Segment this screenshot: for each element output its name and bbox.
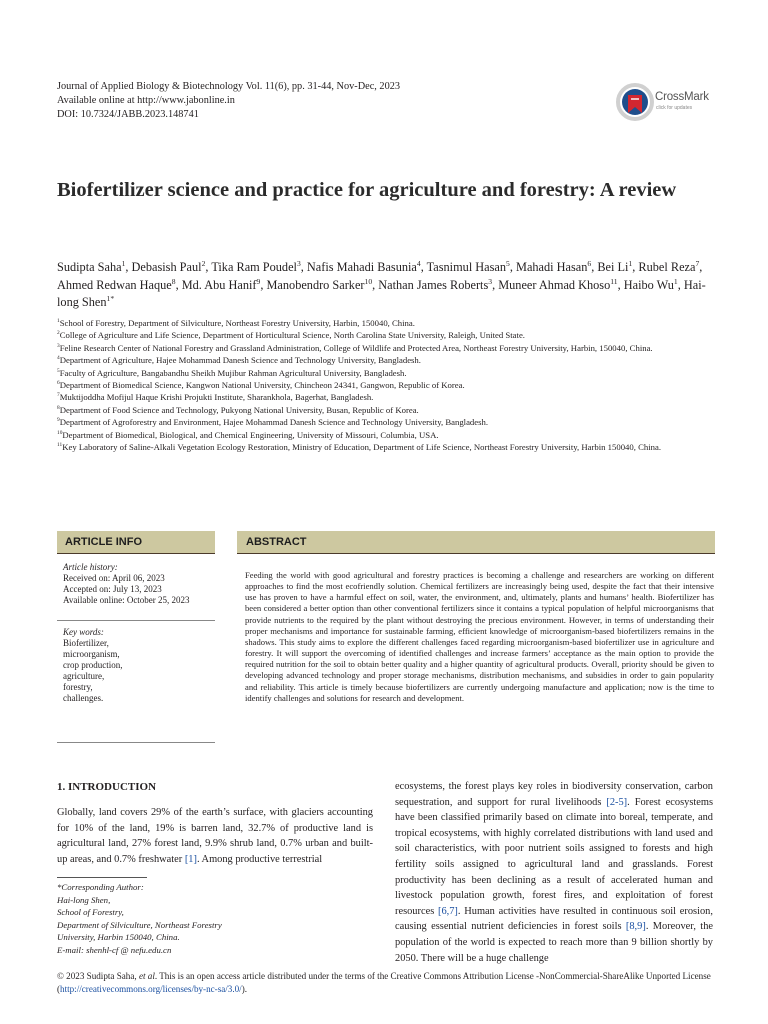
crossmark-label: CrossMark [655, 91, 709, 103]
author-separator: , [677, 277, 684, 292]
doi-line[interactable]: DOI: 10.7324/JABB.2023.148741 [57, 109, 199, 120]
affiliation-item [57, 441, 717, 453]
affiliation-list [57, 317, 717, 453]
article-info-heading: ARTICLE INFO [57, 531, 215, 554]
affiliation-item [57, 429, 717, 441]
citation-link[interactable]: [8,9] [625, 921, 646, 933]
corresponding-author [57, 881, 222, 957]
affiliation-text: Key Laboratory of Saline-Alkali Vegetation Ecology Restoration, Ministry of Education, Department of Life Science, Northeast Forestry University, Harbin 150040, China. [62, 442, 661, 453]
author-separator: , [300, 260, 307, 274]
accepted-date: Accepted on: July 13, 2023 [63, 584, 162, 594]
received-date: Received on: April 06, 2023 [63, 573, 165, 583]
keyword-item: crop production, [63, 660, 123, 670]
license-text: © 2023 Sudipta Saha, [57, 971, 139, 981]
corresponding-email[interactable]: E-mail: shenhl-cf @ nefu.edu.cn [57, 944, 172, 955]
affiliation-number: 5 [57, 367, 60, 374]
intro-text: Globally, land covers 29% of the earth’s surface, with glaciers accounting for 10% of the land, 19% is barren land, 32.7% of productive land is agricultural land, 27% forest land, 9.9% shrub land, 0.7% urban and built-up areas, and 0.7% freshwater [57, 807, 373, 865]
author-name: Muneer Ahmad Khoso [498, 277, 611, 292]
author-list [57, 259, 717, 312]
affiliation-text: Faculty of Agriculture, Bangabandhu Sheikh Mujibur Rahman Agricultural University, Bangladesh. [59, 367, 407, 378]
citation-link[interactable]: [2-5] [606, 796, 628, 808]
author-affiliation-marker: 11 [610, 276, 618, 286]
citation-link[interactable]: [1] [184, 853, 197, 865]
author-name: Tika Ram Poudel [211, 260, 297, 274]
affiliation-text: School of Forestry, Department of Silviculture, Northeast Forestry University, Harbin, 150040, China. [59, 318, 415, 328]
affiliation-item [57, 354, 717, 366]
info-divider [57, 620, 215, 621]
journal-url-line[interactable]: Available online at http://www.jabonline.in [57, 95, 235, 106]
affiliation-number: 2 [57, 330, 60, 337]
intro-text: . Moreover, the population of the world is expected to reach more than 9 billion shortly by 2050. There will be a huge challenge [395, 921, 714, 964]
author-name: Nafis Mahadi Basunia [306, 260, 417, 274]
citation-link[interactable]: [6,7] [437, 905, 458, 917]
author-name: Tasnimul Hasan [426, 260, 507, 274]
intro-column-left [57, 805, 373, 867]
author-affiliation-marker: 2 [201, 258, 206, 268]
author-name: Hai-long Shen [57, 277, 706, 309]
affiliation-item [57, 379, 717, 391]
author-separator: , [617, 277, 624, 292]
author-affiliation-marker: 5 [506, 258, 510, 268]
affiliation-text: College of Agriculture and Life Science, Department of Horticultural Science, North Carolina State University, Raleigh, United State. [59, 330, 525, 341]
corresponding-line: University, Harbin 150040, China. [57, 932, 180, 943]
author-separator: , [492, 277, 499, 292]
keyword-item: agriculture, [63, 671, 105, 681]
author-name: Debasish Paul [131, 260, 202, 274]
keyword-item: challenges. [63, 693, 104, 703]
intro-text: ecosystems, the forest plays key roles in biodiversity conservation, carbon sequestration, and support for rural livelihoods [395, 781, 713, 808]
affiliation-number: 6 [57, 380, 60, 387]
author-affiliation-marker: 1 [121, 258, 126, 268]
article-title: Biofertilizer science and practice for agriculture and forestry: A review [57, 179, 677, 201]
author-separator: , [699, 260, 703, 274]
author-separator: , [125, 260, 132, 274]
intro-text: . Among productive terrestrial [196, 853, 323, 865]
abstract-heading: ABSTRACT [237, 531, 715, 554]
article-history [57, 562, 215, 606]
intro-text: . Human activities have resulted in continuous soil erosion, causing essential nutrient deficiencies in forest soils [395, 905, 713, 933]
author-affiliation-marker: 3 [296, 258, 301, 268]
affiliation-number: 1 [57, 318, 60, 325]
keyword-list [63, 638, 215, 704]
license-text: . This is an open access article distributed under the terms of the Creative Commons Attribution License -NonCommercial-ShareAlike Unported License ( [57, 971, 711, 994]
author-name: Ahmed Redwan Haque [57, 277, 172, 292]
author-name: Nathan James Roberts [378, 277, 489, 292]
affiliation-item [57, 404, 717, 416]
affiliation-number: 10 [57, 429, 63, 436]
author-separator: , [205, 260, 212, 274]
crossmark-icon [615, 82, 655, 122]
affiliation-number: 4 [57, 355, 60, 362]
author-affiliation-marker: 6 [587, 258, 592, 268]
online-date: Available online: October 25, 2023 [63, 595, 190, 605]
author-affiliation-marker: 8 [171, 276, 176, 286]
affiliation-number: 7 [57, 392, 60, 399]
keyword-item: Biofertilizer, [63, 638, 109, 648]
corresponding-line: Department of Silviculture, Northeast Forestry [57, 919, 222, 930]
affiliation-item [57, 391, 717, 403]
affiliation-text: Department of Agroforestry and Environment, Hajee Mohammad Danesh Science and Technology University, Bangladesh. [59, 417, 489, 428]
affiliation-text: Department of Food Science and Technology, Pukyong National University, Busan, Republic of Korea. [59, 404, 419, 415]
license-link[interactable]: http://creativecommons.org/licenses/by-nc-sa/3.0/ [60, 984, 242, 994]
author-affiliation-marker: 10 [364, 276, 373, 286]
affiliation-item [57, 317, 717, 329]
history-label: Article history: [63, 562, 118, 572]
affiliation-item [57, 367, 717, 379]
info-divider-bottom [57, 742, 215, 743]
abstract-text: Feeding the world with good agricultural and forestry practices is becoming a challenge and researchers are working on different approaches to find the most ecofriendly solution. Chemical fertilizers are increasingly being used, despite the fact that their intensive use has proven to have a harmful effect on soil, water, the environment, and, ultimately, plants and humans’ health. Biofertilizer has been considered a better option than other conventional fertilizers since it contains a typical population of helpful microorganisms that provide nutrients to the required by the plant without destroying the precious environment. However, in terms of understanding their proper mechanisms and importance for sustainable farming, efficient knowledge of microorganism-based biofertilizers remains in the shadows. This study aims to explore the different challenges faced regarding microorganism-based biofertilizer use in agriculture and forestry. It will support the overcoming of identified challenges and increase farmers’ acceptance as the main option to provide the required nutrition for the soil to obtain better quality and a higher quantity of agricultural products. Overall, priority should be given to developing advanced technology and proper storage mechanisms, distribution mechanisms, and subsidies in order to gain popularity and reliability. This article is timely because biofertilizers are currently undergoing manufacture and application; now is the time to identify challenges and solutions for research and development. [245, 570, 714, 703]
affiliation-text: Feline Research Center of National Forestry and Grassland Administration, College of Wildlife and Protected Area, Northeast Forestry University, Harbin, 150040, China. [59, 342, 653, 353]
author-name: Rubel Reza [638, 260, 696, 274]
affiliation-item [57, 342, 717, 354]
footnote-divider [57, 877, 147, 878]
affiliation-text: Muktijoddha Mofijul Haque Krishi Projukti Institute, Sharankhola, Bagerhat, Bangladesh. [59, 392, 374, 403]
affiliation-text: Department of Biomedical Science, Kangwon National University, Chincheon 24341, Gangwon, Republic of Korea. [59, 380, 465, 391]
author-name: Mahadi Hasan [516, 260, 588, 274]
author-separator: , [420, 260, 427, 274]
keyword-item: forestry, [63, 682, 93, 692]
keywords-block [57, 627, 215, 704]
affiliation-text: Department of Agriculture, Hajee Mohammad Danesh Science and Technology University, Bangladesh. [59, 355, 421, 366]
author-name: Bei Li [597, 260, 629, 274]
affiliation-number: 8 [57, 404, 60, 411]
intro-column-right [395, 779, 713, 966]
journal-header [57, 80, 400, 122]
affiliation-number: 9 [57, 417, 60, 424]
author-name: Haibo Wu [623, 277, 674, 292]
author-affiliation-marker: 1 [628, 258, 633, 268]
author-affiliation-marker: 1* [106, 293, 115, 303]
section-heading-introduction: 1. INTRODUCTION [57, 781, 157, 793]
affiliation-text: Department of Biomedical, Biological, and Chemical Engineering, University of Missouri, Columbia, USA. [62, 429, 439, 440]
author-affiliation-marker: 3 [488, 276, 493, 286]
license-etal: et al [138, 971, 155, 981]
license-footer [57, 970, 717, 996]
affiliation-item [57, 329, 717, 341]
keyword-item: microorganism, [63, 649, 120, 659]
author-affiliation-marker: 7 [695, 258, 700, 268]
author-separator: , [591, 260, 598, 274]
corresponding-name: Hai-long Shen, [57, 894, 111, 905]
author-name: Manobendro Sarker [266, 277, 365, 292]
author-name: Sudipta Saha [57, 260, 122, 274]
author-separator: , [372, 277, 379, 292]
keywords-label: Key words: [63, 627, 104, 637]
author-separator: , [260, 277, 267, 292]
affiliation-item [57, 416, 717, 428]
author-affiliation-marker: 4 [416, 258, 421, 268]
author-affiliation-marker: 1 [673, 276, 678, 286]
corresponding-line: School of Forestry, [57, 907, 124, 918]
affiliation-number: 11 [57, 442, 63, 449]
author-separator: , [632, 260, 639, 274]
journal-citation: Journal of Applied Biology & Biotechnology Vol. 11(6), pp. 31-44, Nov-Dec, 2023 [57, 81, 401, 92]
affiliation-number: 3 [57, 342, 60, 349]
corresponding-label: *Corresponding Author: [57, 882, 144, 892]
crossmark-sublabel: click for updates [656, 105, 693, 111]
author-separator: , [509, 260, 517, 274]
author-separator: , [175, 277, 182, 292]
author-affiliation-marker: 9 [256, 276, 261, 286]
license-text: ). [241, 984, 248, 994]
author-name: Md. Abu Hanif [181, 277, 257, 292]
intro-text: . Forest ecosystems have been classified primarily based on climate into boreal, temperate, and tropical ecosystems, with highly correlated distributions with land used and soil characteristics, with poor nutrient soils assigned to forests and high fertility soils assigned to agricultural land and grasslands. Forest productivity has been declining as a result of accelerated human and livestock population growth, forest fires, and exploitation of forest resources [395, 796, 713, 917]
